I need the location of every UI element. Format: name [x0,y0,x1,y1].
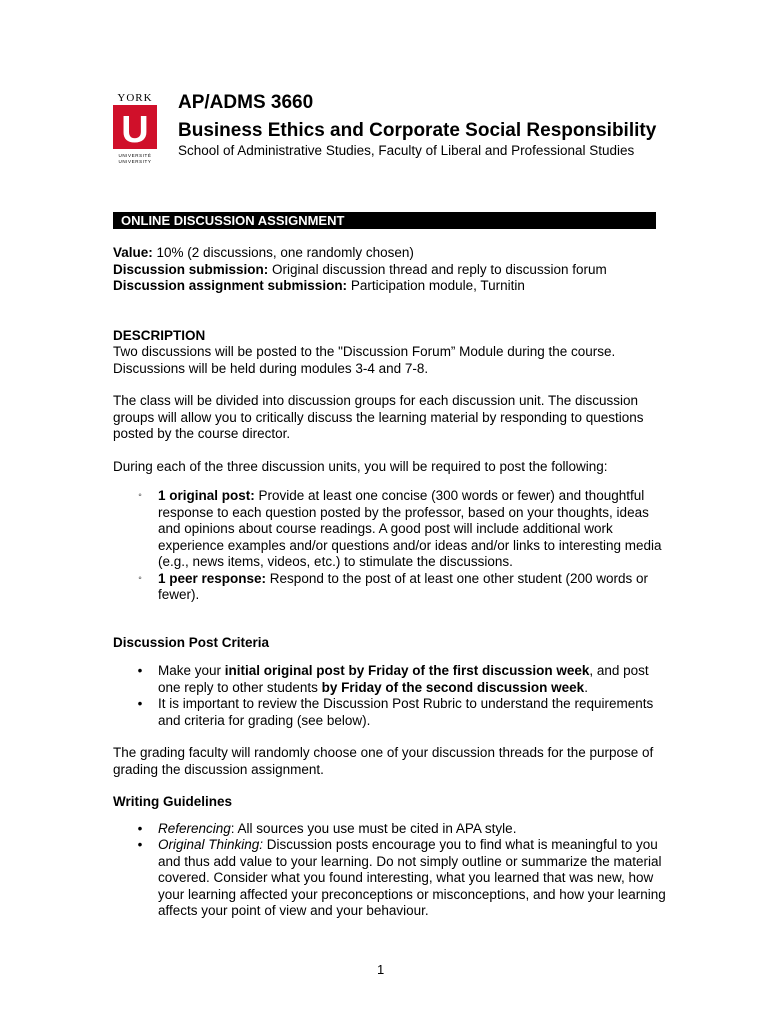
info-discussion-submission: Discussion submission: Original discussion thread and reply to discussion forum [113,261,607,277]
list-item: ◦ 1 peer response: Respond to the post of at least one other student (200 words or fewer). [113,571,673,604]
post-requirements-list [113,488,673,604]
list-item: • Original Thinking: Discussion posts encourage you to find what is meaningful to you and thus add value to your learning. Do not simply outline or summarize the material covered. Consider what you found interesting, what you learned that was new, how your learning affected your preconceptions or misconceptions, and how your learning affects your point of view and your behaviour. [113,837,673,920]
logo-universite-text: UNIVERSITÉ [118,153,152,158]
criteria-heading: Discussion Post Criteria [113,634,270,650]
course-code: AP/ADMS 3660 [178,92,314,113]
bullet-icon: • [137,837,143,852]
list-item: • Make your initial original post by Friday of the first discussion week, and post one reply to other students by Friday of the second discussion week. [113,663,673,696]
info-value: Value: 10% (2 discussions, one randomly chosen) [113,245,414,260]
bullet-icon: • [137,663,143,678]
section-banner: ONLINE DISCUSSION ASSIGNMENT [113,212,656,229]
bullet-icon: • [137,696,143,711]
school-name: School of Administrative Studies, Faculty of Liberal and Professional Studies [178,143,635,158]
description-paragraph-1: Two discussions will be posted to the "Discussion Forum” Module during the course. Discussions will be held during modules 3-4 and 7-8. [113,344,616,376]
course-title: Business Ethics and Corporate Social Responsibility [178,120,657,141]
list-item: ◦ 1 original post: Provide at least one concise (300 words or fewer) and thoughtful response to each question posted by the professor, based on your thoughts, ideas and opinions about course readings. A good post will include additional work experience examples and/or questions and/or ideas and/or links to interesting media (e.g., news items, videos, etc.) to stimulate the discussions. [113,488,673,571]
circle-bullet-icon: ◦ [138,490,142,501]
logo-u-letter: U [121,109,149,149]
grading-paragraph: The grading faculty will randomly choose one of your discussion threads for the purpose of grading the discussion assignment. [113,745,654,777]
document-body [113,245,673,920]
description-heading: DESCRIPTION [113,327,206,343]
bullet-icon: • [137,820,143,836]
circle-bullet-icon: ◦ [138,572,142,584]
list-item: • It is important to review the Discussion Post Rubric to understand the requirements and criteria for grading (see below). [113,696,673,729]
york-university-logo [112,92,158,168]
description-paragraph-3: During each of the three discussion units, you will be required to post the following: [113,458,608,474]
writing-guidelines-heading: Writing Guidelines [113,794,233,809]
list-item: • Referencing: All sources you use must be cited in APA style. [113,821,673,838]
logo-u-emblem [113,105,157,149]
logo-university-text: UNIVERSITY [118,159,152,164]
page-number: 1 [377,962,385,977]
info-assignment-submission: Discussion assignment submission: Participation module, Turnitin [113,278,525,293]
writing-guidelines-list [113,821,673,920]
criteria-list [113,663,673,729]
logo-york-text: YORK [117,92,153,104]
description-paragraph-2: The class will be divided into discussion groups for each discussion unit. The discussion groups will allow you to critically discuss the learning material by responding to questions posted by the course director. [113,393,644,441]
